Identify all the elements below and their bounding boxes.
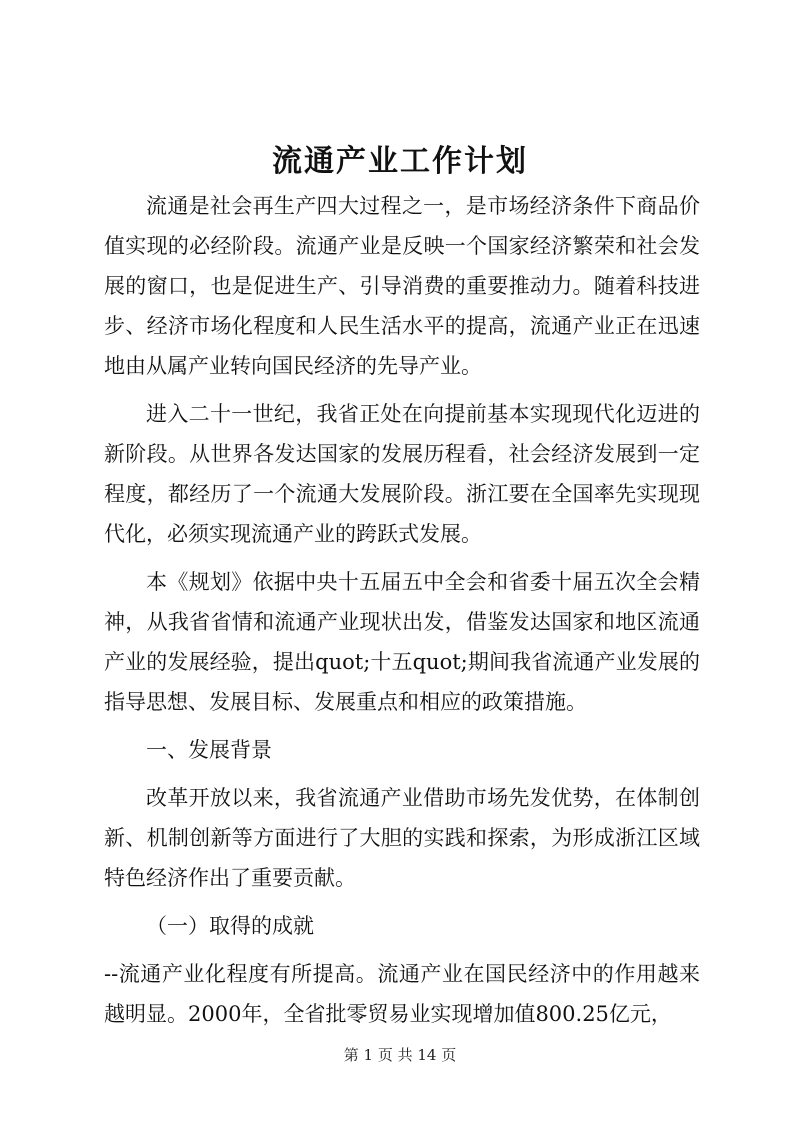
- document-title: 流通产业工作计划: [272, 144, 528, 179]
- paragraph-intro: 流通是社会再生产四大过程之一，是市场经济条件下商品价值实现的必经阶段。流通产业是反映一个国家经济繁荣和社会发展的窗口，也是促进生产、引导消费的重要推动力。随着科技进步、经济市场化程度和人民生活水平的提高，流通产业正在迅速地由从属产业转向国民经济的先导产业。: [104, 194, 700, 378]
- page-footer: 第 1 页 共 14 页: [343, 1046, 457, 1064]
- paragraph-industrialization: --流通产业化程度有所提高。流通产业在国民经济中的作用越来越明显。2000年，全省批零贸易业实现增加值800.25亿元，: [104, 962, 700, 1026]
- paragraph-new-stage: 进入二十一世纪，我省正处在向提前基本实现现代化迈进的新阶段。从世界各发达国家的发展历程看，社会经济发展到一定程度，都经历了一个流通大发展阶段。浙江要在全国率先实现现代化，必须实现流通产业的跨跃式发展。: [104, 402, 700, 546]
- document-body: [104, 186, 700, 1034]
- paragraph-reform: 改革开放以来，我省流通产业借助市场先发优势，在体制创新、机制创新等方面进行了大胆的实践和探索，为形成浙江区域特色经济作出了重要贡献。: [104, 786, 700, 890]
- paragraph-plan-basis: 本《规划》依据中央十五届五中全会和省委十届五次全会精神，从我省省情和流通产业现状出发，借鉴发达国家和地区流通产业的发展经验，提出quot;十五quot;期间我省流通产业发展的指导思想、发展目标、发展重点和相应的政策措施。: [104, 570, 700, 714]
- section-heading-background: 一、发展背景: [146, 738, 272, 762]
- subsection-heading-achievements: （一）取得的成就: [146, 914, 314, 938]
